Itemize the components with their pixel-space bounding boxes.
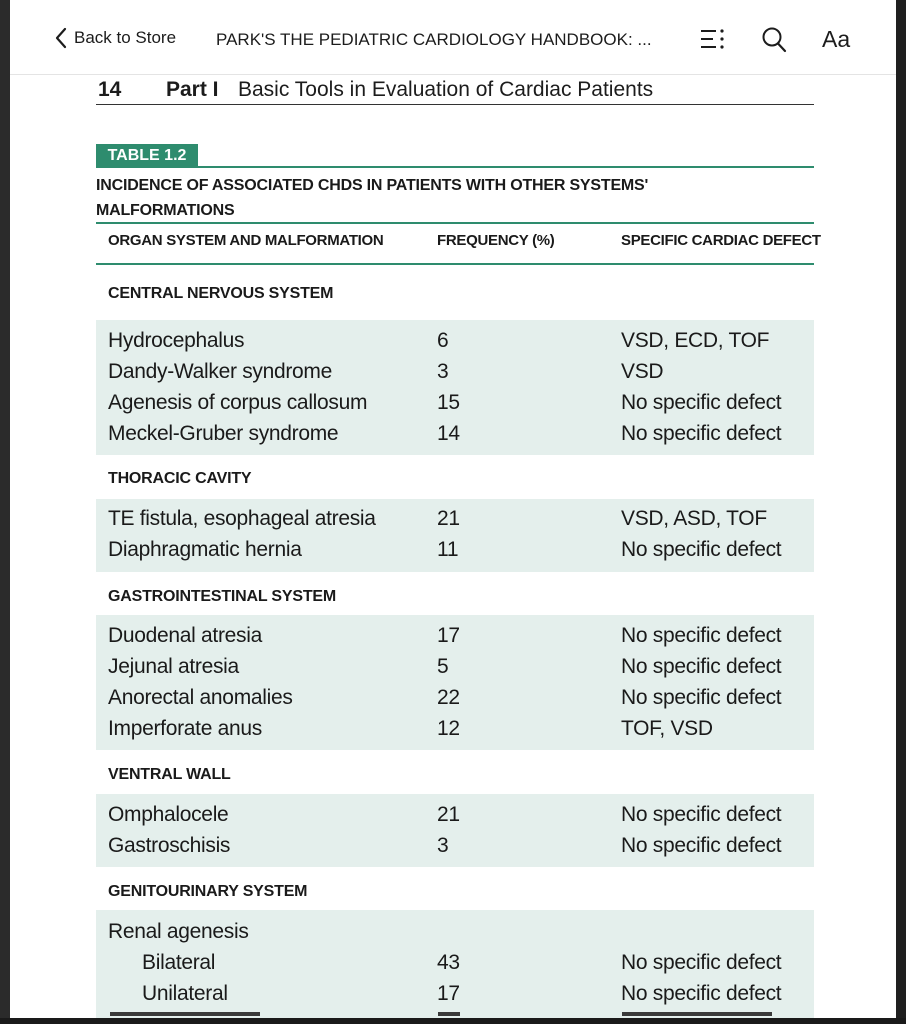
running-header: [96, 76, 814, 105]
table-row: [96, 949, 814, 980]
section-heading: VENTRAL WALL: [108, 766, 231, 783]
book-page: [10, 0, 896, 1018]
table-row: [96, 327, 814, 358]
back-to-store-button[interactable]: [54, 26, 176, 50]
part-label: Part I: [166, 78, 219, 101]
caption-line: MALFORMATIONS: [96, 202, 235, 219]
frequency-cell: 11: [437, 538, 459, 561]
section-heading: CENTRAL NERVOUS SYSTEM: [108, 285, 334, 302]
defect-cell: VSD: [621, 360, 664, 383]
frequency-cell: 5: [437, 655, 449, 678]
frequency-cell: 6: [437, 329, 449, 352]
frequency-cell: 21: [437, 803, 460, 826]
table-row: [96, 622, 814, 653]
defect-cell: TOF, VSD: [621, 717, 713, 740]
divider: [96, 263, 814, 265]
defect-cell: VSD, ECD, TOF: [621, 329, 770, 352]
frequency-cell: 3: [437, 360, 449, 383]
table-row: [96, 536, 814, 567]
section-heading: GASTROINTESTINAL SYSTEM: [108, 588, 337, 605]
malformation-cell: Omphalocele: [108, 803, 229, 826]
table-of-contents-button[interactable]: [698, 24, 728, 59]
defect-cell: No specific defect: [621, 686, 782, 709]
table-row: [96, 832, 814, 863]
search-icon: [760, 24, 788, 54]
defect-cell: No specific defect: [621, 391, 782, 414]
malformation-cell: TE fistula, esophageal atresia: [108, 507, 376, 530]
defect-cell: No specific defect: [621, 422, 782, 445]
table-row: [96, 715, 814, 746]
column-header-frequency: FREQUENCY (%): [437, 232, 555, 249]
defect-cell: No specific defect: [621, 834, 782, 857]
malformation-cell: Hydrocephalus: [108, 329, 245, 352]
defect-cell: No specific defect: [621, 538, 782, 561]
malformation-cell: Bilateral: [142, 951, 216, 974]
screen-edge: [0, 1018, 906, 1024]
column-header-defect: SPECIFIC CARDIAC DEFECT: [621, 232, 821, 249]
malformation-cell: Unilateral: [142, 982, 228, 1005]
malformation-cell: Dandy-Walker syndrome: [108, 360, 332, 383]
table-row: [96, 801, 814, 832]
table-row: [96, 505, 814, 536]
section-heading: THORACIC CAVITY: [108, 470, 252, 487]
defect-cell: No specific defect: [621, 951, 782, 974]
font-settings-button[interactable]: Aa: [822, 26, 851, 52]
frequency-cell: 17: [437, 982, 460, 1005]
table-row: [96, 389, 814, 420]
back-label: Back to Store: [74, 28, 177, 47]
reader-toolbar: [10, 0, 896, 75]
malformation-cell: Jejunal atresia: [108, 655, 239, 678]
column-header-malformation: ORGAN SYSTEM AND MALFORMATION: [108, 232, 384, 249]
table-of-contents-icon: [698, 24, 728, 54]
book-title: PARK'S THE PEDIATRIC CARDIOLOGY HANDBOOK: ...: [216, 30, 652, 49]
frequency-cell: 12: [437, 717, 460, 740]
page-number: 14: [98, 78, 122, 101]
malformation-cell: Gastroschisis: [108, 834, 231, 857]
defect-cell: No specific defect: [621, 982, 782, 1005]
table-row: [96, 358, 814, 389]
caption-line: INCIDENCE OF ASSOCIATED CHDS IN PATIENTS WITH OTHER SYSTEMS': [96, 177, 649, 194]
malformation-cell: Diaphragmatic hernia: [108, 538, 302, 561]
chevron-left-icon: [54, 26, 68, 50]
malformation-cell: Duodenal atresia: [108, 624, 262, 647]
table-row: [96, 653, 814, 684]
frequency-cell: 21: [437, 507, 460, 530]
table-row: [96, 420, 814, 451]
frequency-cell: 3: [437, 834, 449, 857]
section-heading: GENITOURINARY SYSTEM: [108, 883, 308, 900]
table-tag: TABLE 1.2: [96, 144, 198, 168]
frequency-cell: 14: [437, 422, 460, 445]
chapter-title: Basic Tools in Evaluation of Cardiac Patients: [238, 78, 654, 101]
malformation-cell: Agenesis of corpus callosum: [108, 391, 368, 414]
table-caption: [96, 173, 796, 223]
screen-edge: [896, 0, 906, 1024]
malformation-cell: Imperforate anus: [108, 717, 262, 740]
defect-cell: No specific defect: [621, 655, 782, 678]
cut-off-row: [96, 1004, 814, 1018]
defect-cell: No specific defect: [621, 803, 782, 826]
frequency-cell: 43: [437, 951, 460, 974]
defect-cell: VSD, ASD, TOF: [621, 507, 767, 530]
malformation-cell: Renal agenesis: [108, 920, 249, 943]
malformation-cell: Meckel-Gruber syndrome: [108, 422, 339, 445]
cut-off-text: [622, 1012, 772, 1016]
frequency-cell: 15: [437, 391, 460, 414]
table-row: [96, 918, 814, 949]
search-button[interactable]: [760, 24, 788, 59]
cut-off-text: [438, 1012, 460, 1016]
malformation-cell: Anorectal anomalies: [108, 686, 293, 709]
cut-off-text: [110, 1012, 260, 1016]
divider: [96, 166, 814, 168]
frequency-cell: 22: [437, 686, 460, 709]
divider: [96, 222, 814, 224]
frequency-cell: 17: [437, 624, 460, 647]
defect-cell: No specific defect: [621, 624, 782, 647]
table-row: [96, 684, 814, 715]
